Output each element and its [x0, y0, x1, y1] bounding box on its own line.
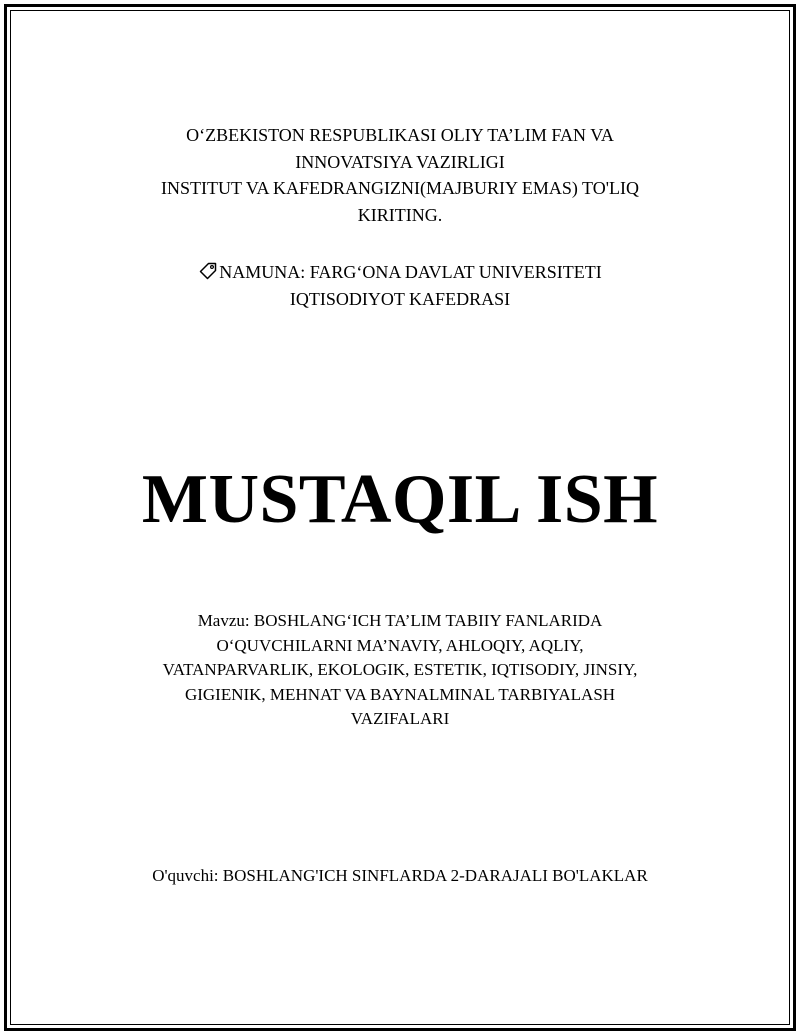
- tag-icon: [198, 261, 218, 281]
- topic-line: O‘QUVCHILARNI MA’NAVIY, AHLOQIY, AQLIY,: [216, 635, 584, 655]
- header-line: INNOVATSIYA VAZIRLIGI: [295, 151, 505, 172]
- sample-line-text: NAMUNA: FARG‘ONA DAVLAT UNIVERSITETI: [219, 262, 602, 282]
- document-title: MUSTAQIL ISH: [141, 461, 659, 538]
- sample-institution: [0, 259, 800, 312]
- student-line: O'quvchi: BOSHLANG'ICH SINFLARDA 2-DARAJALI BO'LAKLAR: [152, 866, 648, 885]
- topic-line: VATANPARVARLIK, EKOLOGIK, ESTETIK, IQTISODIY, JINSIY,: [162, 660, 638, 679]
- topic-block: [0, 609, 800, 732]
- sample-line: IQTISODIYOT KAFEDRASI: [289, 288, 511, 309]
- header-line: INSTITUT VA KAFEDRANGIZNI(MAJBURIY EMAS) TO'LIQ: [161, 178, 639, 198]
- ministry-header: [0, 122, 800, 228]
- topic-line: VAZIFALARI: [350, 709, 450, 728]
- header-line: KIRITING.: [357, 204, 443, 225]
- topic-line: GIGIENIK, MEHNAT VA BAYNALMINAL TARBIYALASH: [184, 684, 616, 704]
- header-line: O‘ZBEKISTON RESPUBLIKASI OLIY TA’LIM FAN VA: [186, 125, 614, 145]
- topic-line: Mavzu: BOSHLANG‘ICH TA’LIM TABIIY FANLARIDA: [197, 611, 603, 630]
- sample-line: [0, 259, 800, 286]
